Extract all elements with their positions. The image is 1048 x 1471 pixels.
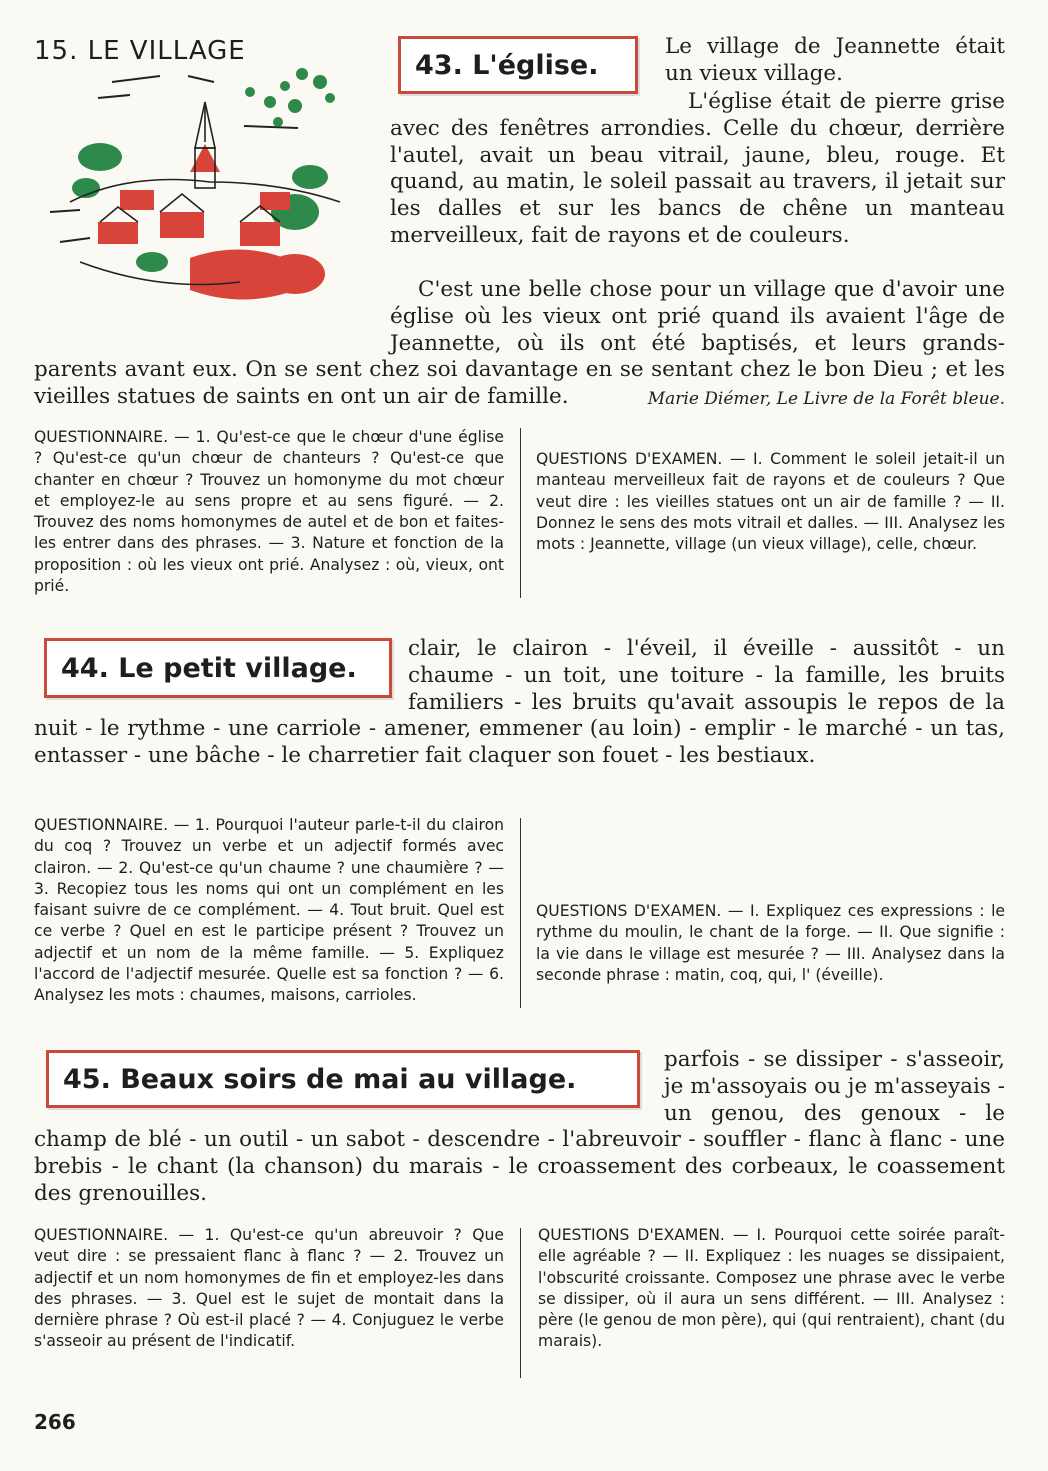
lesson-43-citation: Marie Diémer, Le Livre de la Forêt bleue. (647, 389, 1005, 410)
lesson-44-vocabulary-text: clair, le clairon - l'éveil, il éveille - aussitôt - un chaume - un toit, une toiture - la famille, les bruits familiers - les bruits qu'avait assoupis le repos de la nuit - le rythme - une carriole - amener, emmener (au loin) - emplir - le marché - un tas, entasser - une bâche - le charretier fait claquer son fouet - les bestiaux. (34, 636, 1005, 769)
lesson-44-title: 44. Le petit village. (44, 638, 392, 698)
lesson-45-title: 45. Beaux soirs de mai au village. (46, 1050, 640, 1108)
lesson-43-intro: Le village de Jeannette était un vieux village. (665, 34, 1005, 86)
column-divider (520, 818, 521, 1008)
lesson-43-exam-questions: QUESTIONS D'EXAMEN. — I. Comment le soleil jetait-il un manteau merveilleux fait de rayons et de couleurs ? Que veut dire : les vieilles statues ont un air de famille ? — II. Donnez le sens des mots vitrail et dalles. — III. Analysez les mots : Jeannette, village (un vieux village), celle, chœur. (536, 450, 1005, 554)
lesson-45-vocabulary-text: parfois - se dissiper - s'asseoir, je m'assoyais ou je m'asseyais - un genou, des genoux - le champ de blé - un outil - un sabot - descendre - l'abreuvoir - souffler - flanc à flanc - une brebis - le chant (la chanson) du marais - le croassement des corbeaux, le coassement des grenouilles. (34, 1047, 1005, 1206)
lesson-45-exam-questions: QUESTIONS D'EXAMEN. — I. Pourquoi cette soirée paraît-elle agréable ? — II. Expliquez : les nuages se dissipaient, l'obscurité croissante. Composez une phrase avec le verbe se dissiper, où il aura un sens différent. — III. Analysez : père (le genou de mon père), qui (qui rentraient), chant (du marais). (538, 1226, 1005, 1351)
page-number: 266 (34, 1410, 76, 1434)
lesson-45-vocabulary (34, 1047, 1005, 1208)
lesson-45-questionnaire: QUESTIONNAIRE. — 1. Qu'est-ce qu'un abreuvoir ? Que veut dire : se pressaient flanc à flanc ? — 2. Trouvez un adjectif et un nom homonymes de fin et employez-les dans des phrases. — 3. Quel est le sujet de montait dans la dernière phrase ? Où est-il placé ? — 4. Conjuguez le verbe s'asseoir au présent de l'indicatif. (34, 1226, 504, 1351)
lesson-43-title: 43. L'église. (398, 36, 638, 94)
column-divider (520, 1228, 521, 1378)
lesson-44-exam-questions: QUESTIONS D'EXAMEN. — I. Expliquez ces expressions : le rythme du moulin, le chant de la forge. — II. Que signifie : la vie dans le village est mesurée ? — III. Analysez dans la seconde phrase : matin, coq, qui, l' (éveille). (536, 902, 1005, 984)
lesson-43-paragraph-1: L'église était de pierre grise avec des fenêtres arrondies. Celle du chœur, derrière l'autel, avait un beau vitrail, jaune, bleu, rouge. Et quand, au matin, le soleil passait au travers, il jetait sur les dalles et sur les bancs de chêne un manteau merveilleux, fait de rayons et de couleurs. (390, 89, 1005, 248)
lesson-44-questionnaire: QUESTIONNAIRE. — 1. Pourquoi l'auteur parle-t-il du clairon du coq ? Trouvez un verbe et un adjectif formés avec clairon. — 2. Qu'est-ce qu'un chaume ? une chaumière ? — 3. Recopiez tous les noms qui ont un complément en les faisant suivre de ce complément. — 4. Tout bruit. Quel est ce verbe ? Quel en est le participe présent ? Trouvez un adjectif et un nom de la même famille. — 5. Expliquez l'accord de l'adjectif mesurée. Quelle est sa fonction ? — 6. Analysez les mots : chaumes, maisons, carrioles. (34, 816, 504, 1005)
lesson-43-paragraph-2 (34, 277, 1005, 413)
column-divider (520, 428, 521, 598)
lesson-43-paragraph-2-text: C'est une belle chose pour un village que d'avoir une église où les vieux ont prié quand ils avaient l'âge de Jeannette, où ils ont été baptisés, et leurs grands-parents avant eux. On se sent chez soi davantage en se sentant chez le bon Dieu ; et les vieilles statues de saints en ont un air de famille. (34, 277, 1005, 410)
chapter-title: 15. LE VILLAGE (34, 36, 246, 66)
lesson-44-vocabulary (34, 636, 1005, 770)
lesson-43-questionnaire: QUESTIONNAIRE. — 1. Qu'est-ce que le chœur d'une église ? Qu'est-ce qu'un chœur de chanteurs ? Qu'est-ce que chanter en chœur ? Trouvez un homonyme du mot chœur et employez-le au sens propre et au sens figuré. — 2. Trouvez des noms homonymes de autel et de bon et faites-les entrer dans des phrases. — 3. Nature et fonction de la proposition : où les vieux ont prié. Analysez : où, vieux, ont prié. (34, 428, 504, 596)
